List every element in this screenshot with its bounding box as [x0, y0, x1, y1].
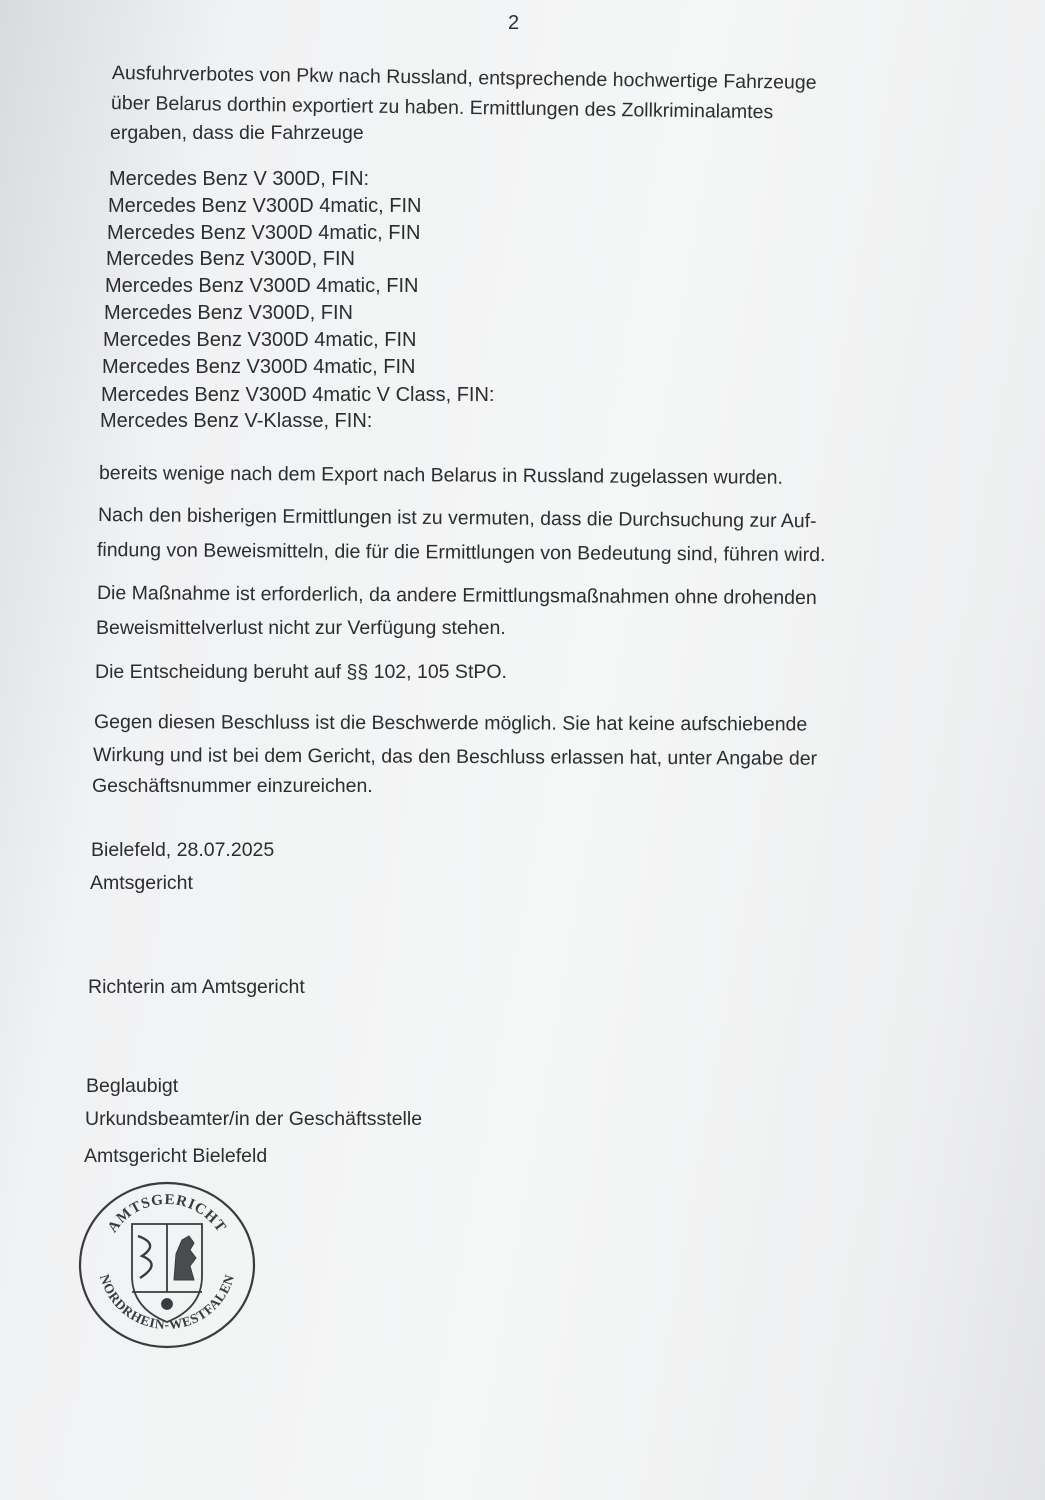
seal-bottom-text: NORDRHEIN-WESTFALEN: [96, 1272, 238, 1333]
vehicle-item: Mercedes Benz V300D, FIN: [106, 248, 355, 270]
vehicle-item: Mercedes Benz V300D 4matic, FIN: [105, 275, 419, 297]
text-line: Die Entscheidung beruht auf §§ 102, 105 StPO.: [95, 661, 507, 683]
text-line: Gegen diesen Beschluss ist die Beschwerde möglich. Sie hat keine aufschiebende: [93, 711, 808, 736]
vehicle-item: Mercedes Benz V300D 4matic, FIN: [107, 222, 421, 244]
certifying-court: Amtsgericht Bielefeld: [84, 1145, 268, 1167]
vehicle-item: Mercedes Benz V300D 4matic, FIN: [102, 356, 416, 378]
text-line: findung von Beweismitteln, die für die Ermittlungen von Bedeutung sind, führen wird.: [96, 539, 826, 567]
text-line: Geschäftsnummer einzureichen.: [92, 775, 373, 797]
text-line: bereits wenige nach dem Export nach Belarus in Russland zugelassen wurden.: [98, 462, 784, 489]
judge-title: Richterin am Amtsgericht: [88, 976, 305, 998]
court-name: Amtsgericht: [90, 872, 193, 894]
certifying-official: Urkundsbeamter/in der Geschäftsstelle: [85, 1108, 423, 1130]
vehicle-item: Mercedes Benz V300D, FIN: [104, 302, 353, 324]
seal-top-text: AMTSGERICHT: [104, 1191, 230, 1236]
court-seal-stamp: [76, 1180, 258, 1350]
intro-line: über Belarus dorthin exportiert zu haben. Ermittlungen des Zollkriminalamtes: [110, 92, 774, 124]
vehicle-item: Mercedes Benz V300D 4matic, FIN: [103, 329, 417, 351]
text-line: Die Maßnahme ist erforderlich, da andere Ermittlungsmaßnahmen ohne drohenden: [96, 582, 817, 610]
text-line: Wirkung und ist bei dem Gericht, das den Beschluss erlassen hat, unter Angabe der: [92, 744, 818, 770]
vehicle-item: Mercedes Benz V-Klasse, FIN:: [100, 410, 373, 432]
vehicle-item: Mercedes Benz V300D 4matic, FIN: [108, 195, 422, 217]
vehicle-item: Mercedes Benz V 300D, FIN:: [109, 168, 370, 190]
certification-label: Beglaubigt: [86, 1075, 179, 1097]
intro-line: Ausfuhrverbotes von Pkw nach Russland, entsprechende hochwertige Fahrzeuge: [111, 62, 817, 94]
place-date: Bielefeld, 28.07.2025: [91, 839, 275, 861]
intro-line: ergaben, dass die Fahrzeuge: [110, 122, 364, 144]
text-line: Nach den bisherigen Ermittlungen ist zu vermuten, dass die Durchsuchung zur Auf-: [97, 504, 817, 533]
page-number: 2: [508, 12, 520, 34]
vehicle-item: Mercedes Benz V300D 4matic V Class, FIN:: [101, 384, 495, 406]
coat-of-arms-icon: [132, 1224, 202, 1322]
text-line: Beweismittelverlust nicht zur Verfügung stehen.: [96, 617, 506, 639]
